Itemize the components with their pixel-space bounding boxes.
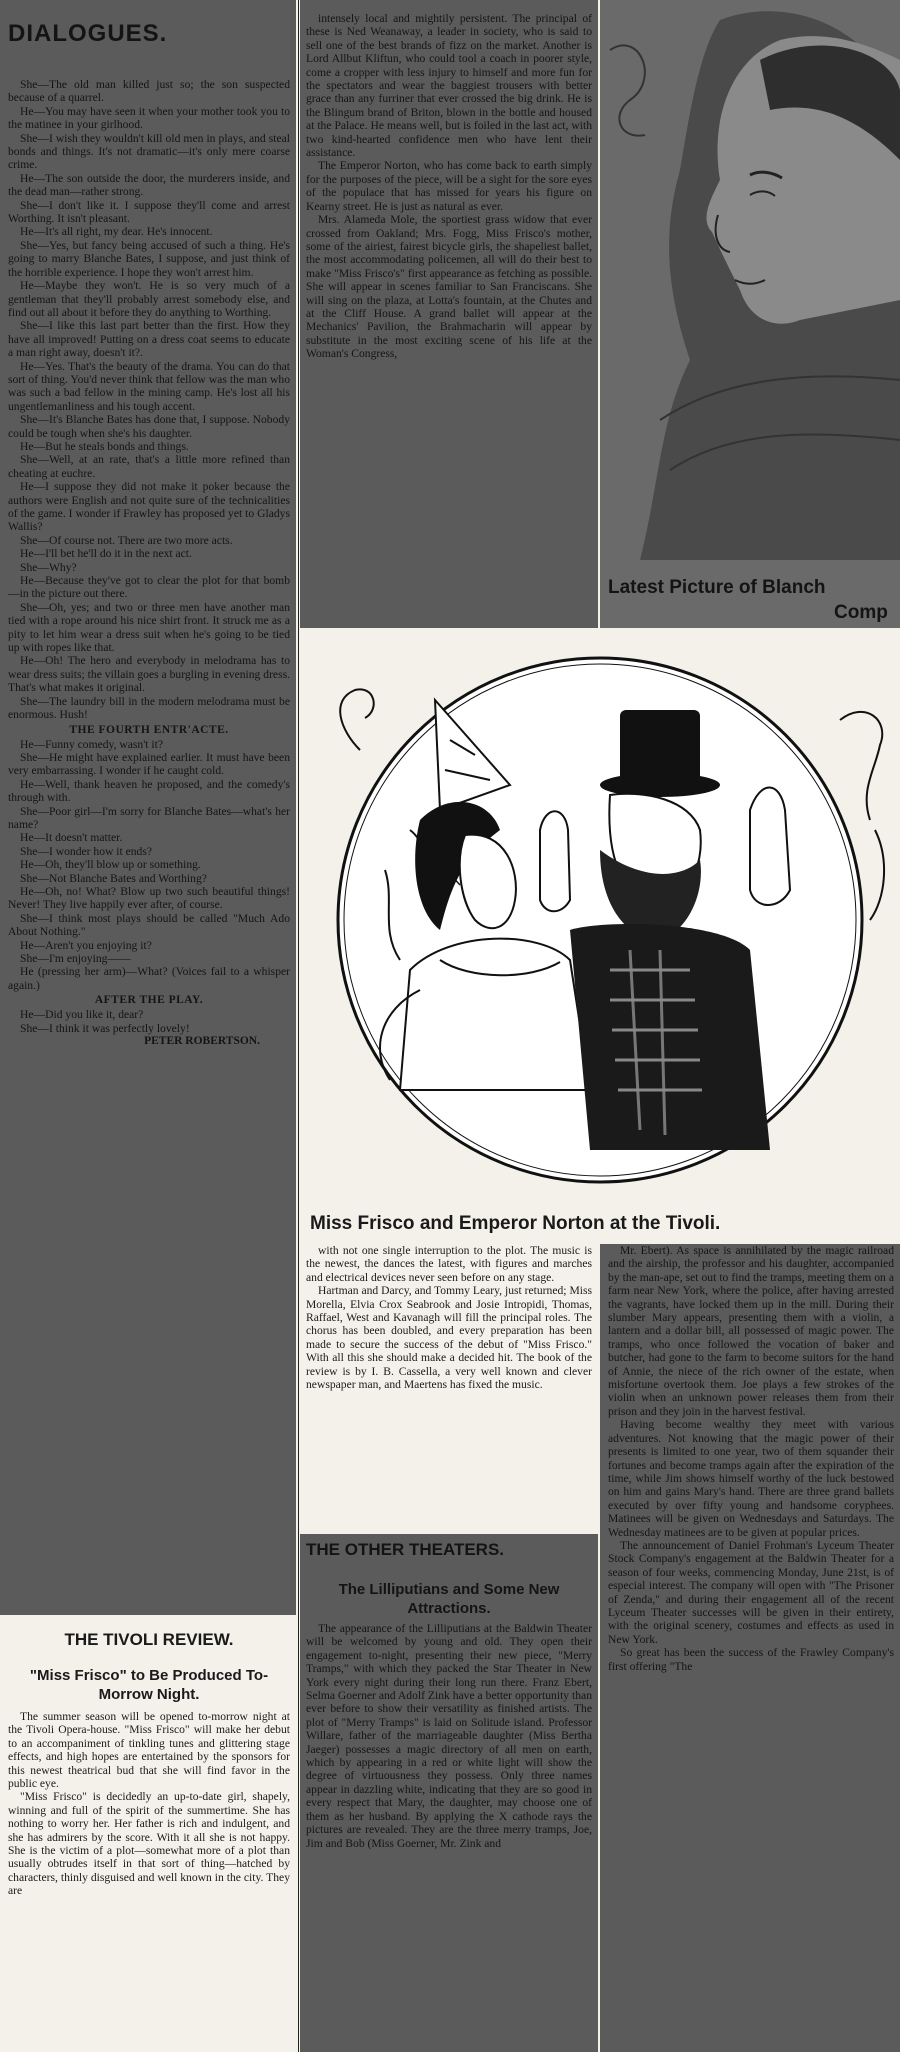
illustration-caption: Miss Frisco and Emperor Norton at the Tivoli. — [310, 1213, 721, 1234]
dialogues-body — [8, 78, 290, 722]
dialogue-line: She—I wish they wouldn't kill old men in plays, and steal bonds and things. It's not dramatic—it's only mere coarse crime. — [8, 131, 290, 172]
dialogue-line: She—Not Blanche Bates and Worthing? — [20, 871, 207, 885]
dialogue-line: She—Poor girl—I'm sorry for Blanche Bates—what's her name? — [8, 804, 290, 831]
middle-bottom-body — [306, 1244, 592, 1391]
other-theaters-body — [306, 1622, 592, 1850]
dialogues-body-2 — [8, 738, 290, 993]
tivoli-review-column — [0, 1618, 296, 2052]
dialogue-line: She—I think it was perfectly lovely! — [20, 1021, 190, 1035]
dialogue-line: He—I'll bet he'll do it in the next act. — [20, 547, 192, 561]
dialogue-line: She—I'm enjoying—— — [20, 952, 131, 965]
dialogue-line: She—Well, at an rate, that's a little more refined than cheating at euchre. — [8, 453, 290, 480]
dialogue-line: She—He might have explained earlier. It must have been very embarrassing. I wonder if he caught cold. — [8, 750, 290, 778]
dialogue-line: She—I like this last part better than the first. How they have all improved! Putting on a dress coat seems to educate a man right away, doesn't it?. — [8, 319, 290, 360]
dialogues-subhead-after: AFTER THE PLAY. — [94, 994, 204, 1007]
article-paragraph: So great has been the success of the Frawley Company's first offering "The — [608, 1646, 894, 1673]
middle-bottom-column — [300, 1244, 598, 1532]
dialogue-line: He—You may have seen it when your mother took you to the matinee in your girlhood. — [8, 104, 290, 132]
dialogue-line: He—Maybe they won't. He is so very much of a gentleman that they'll probably arrest somebody else, and find out all about it before they do anything to Worthing. — [8, 279, 290, 319]
tivoli-body — [8, 1710, 290, 1898]
portrait-illustration — [600, 0, 900, 560]
other-theaters-column — [300, 1534, 598, 2052]
miss-frisco-emperor-norton-illustration — [300, 630, 900, 1200]
portrait-caption-line1: Latest Picture of Blanch — [608, 577, 826, 598]
dialogue-line: He—Oh, they'll blow up or something. — [20, 858, 201, 872]
dialogue-line: He—Funny comedy, wasn't it? — [20, 737, 164, 751]
dialogue-line: He—I suppose they did not make it poker because the authors were English and not quite sure of the technicalities of the game. I wonder if Frawley has proposed yet to Gladys Wallis? — [8, 480, 290, 534]
article-paragraph: The Emperor Norton, who has come back to earth simply for the purposes of the piece, will be a sight for the sore eyes of the populace that has missed for years his figure on Kearny street. He is just as natural as ever. — [306, 159, 592, 213]
dialogue-line: He—Oh! The hero and everybody in melodrama has to wear dress suits; the villain goes a burgling in evening dress. That's what makes it original. — [8, 654, 290, 695]
dialogue-line: She—It's Blanche Bates has done that, I suppose. Nobody could be tough when she's his daughter. — [8, 413, 290, 440]
right-bottom-column — [600, 1244, 900, 2052]
dialogue-line: She—Oh, yes; and two or three men have another man tied with a rope around his nice shirt front. It struck me as a pity to let him wear a dress suit when he's going to be tied up with ropes like that. — [8, 600, 290, 655]
dialogues-subhead-entracte: THE FOURTH ENTR'ACTE. — [69, 723, 229, 736]
article-paragraph: The announcement of Daniel Frohman's Lyceum Theater Stock Company's engagement at the Baldwin Theater for a season of four weeks, commencing Monday, June 21st, is of especial interest. The company will open with "The Prisoner of Zenda," and during their engagement all of the recent Lyceum Theater successes will be given in their entirety, with the original scenery, costumes and effects as used in New York. — [608, 1538, 894, 1646]
tivoli-subtitle: "Miss Frisco" to Be Produced To-Morrow Night. — [29, 1667, 269, 1703]
dialogue-line: He—But he steals bonds and things. — [20, 439, 189, 453]
dialogues-column — [0, 0, 296, 1615]
column-rule-left — [298, 0, 299, 2052]
dialogue-line: He (pressing her arm)—What? (Voices fail to a whisper again.) — [8, 965, 290, 992]
other-theaters-subtitle: The Lilliputians and Some New Attractions. — [338, 1581, 560, 1617]
dialogue-line: He—The son outside the door, the murderers inside, and the dead man—rather strong. — [8, 171, 290, 199]
dialogue-line: She—I think most plays should be called "Much Ado About Nothing." — [8, 911, 290, 939]
dialogue-line: He—Aren't you enjoying it? — [20, 938, 152, 952]
article-paragraph: with not one single interruption to the plot. The music is the newest, the dances the latest, with figures and marches and electrical devices never seen before on any stage. — [306, 1244, 592, 1284]
dialogues-signature: PETER ROBERTSON. — [144, 1035, 260, 1048]
dialogue-line: He—Did you like it, dear? — [20, 1008, 144, 1022]
illustration-panel — [300, 630, 900, 1242]
portrait-panel — [600, 0, 900, 628]
article-paragraph: Mr. Ebert). As space is annihilated by the magic railroad and the airship, the professor and his daughter, accompanied by the man-ape, set out to find the tramps, meeting them on a farm near New York, where the police, after having arrested the vagrants, have locked them up in the mill. During their slumber Mary appears, presenting them with a violin, a lantern and a dollar bill, all possessed of magic power. The tramps, who once followed the vocation of baker and butcher, had gone to the farm to become suitors for the hand of Annie, the niece of the rich owner of the estate, when misfortune overtook them. Joe plays a few strokes of the violin when an unknown power releases them from their prison and they join in the harvest festival. — [608, 1244, 894, 1418]
right-bottom-body — [608, 1244, 894, 1673]
dialogue-line: She—I don't like it. I suppose they'll come and arrest Worthing. It isn't pleasant. — [8, 198, 290, 226]
middle-top-body — [306, 12, 592, 361]
dialogue-line: He—Because they've got to clear the plot for that bomb—in the picture out there. — [8, 574, 290, 601]
dialogues-body-3 — [8, 1008, 290, 1035]
article-paragraph: Having become wealthy they meet with various adventures. Not knowing that the magic power of their presents is limited to one year, two of them squander their fortunes and become tramps again after the expiration of the time, while Jim shows himself worthy of the luck bestowed on him and gains Mary's hand. There are three grand ballets executed by over fifty young and handsome coryphees. Matinees will be given on Wednesdays and Saturdays. The Wednesday matinees are to be given at popular prices. — [608, 1418, 894, 1539]
dialogue-line: She—I wonder how it ends? — [20, 844, 153, 858]
dialogue-line: He—It's all right, my dear. He's innocent. — [20, 225, 213, 239]
dialogue-line: She—The old man killed just so; the son suspected because of a quarrel. — [8, 78, 290, 105]
dialogue-line: She—Why? — [20, 560, 77, 574]
dialogue-line: He—It doesn't matter. — [20, 831, 123, 845]
dialogues-title: DIALOGUES. — [8, 20, 168, 47]
dialogue-line: She—The laundry bill in the modern melodrama must be enormous. Hush! — [8, 694, 290, 722]
tivoli-title: THE TIVOLI REVIEW. — [64, 1630, 234, 1649]
dialogue-line: He—Well, thank heaven he proposed, and the comedy's through with. — [8, 777, 290, 805]
dialogue-line: He—Oh, no! What? Blow up two such beautiful things! Never! They live happily ever after, of course. — [8, 884, 290, 912]
article-paragraph: The appearance of the Lilliputians at the Baldwin Theater will be welcomed by young and old. They open their engagement to-night, presenting their new piece, "Merry Tramps," with which they packed the Star Theater in New York every night during their long run there. Franz Ebert, Selma Goerner and Adolf Zink have a better opportunity than ever before to show their versatility as finished artists. The plot of "Merry Tramps" is laid on Solitude island. Professor Willare, father of the marriageable daughter (Miss Bertha Jaeger) possesses a magic directory of all men on earth, which by appearing in a red or white light will show the degree of virtuousness they possess. Only three names appear in dazzling white, indicating that they are so good in every respect that Mary, the daughter, may choose one of them as her husband. By applying the X cathode rays the pictures are revealed. They are the three merry tramps, Joe, Jim and Bob (Miss Goerner, Mr. Zink and — [306, 1622, 592, 1850]
article-paragraph: Mrs. Alameda Mole, the sportiest grass widow that ever crossed from Oakland; Mrs. Fogg, Miss Frisco's mother, some of the airiest, fairest bicycle girls, the shapeliest ballet, the most accommodating policemen, all will do their best to make "Miss Frisco's" first appearance as fetching as possible. She will appear in scenes familiar to San Franciscans. She will sing on the plaza, at Lotta's fountain, at the Chutes and at the Cliff House. A grand ballet will appear at the Mechanics' Pavilion, the Brahmacharin will appear by substitute in the most exciting scene of his life at the Woman's Congress, — [306, 213, 592, 361]
middle-top-column — [300, 0, 598, 628]
article-paragraph: "Miss Frisco" is decidedly an up-to-date girl, shapely, winning and full of the spirit of the summertime. She has nothing to worry her. Her father is rich and indulgent, and she has admirers by the score. With it all she is not happy. She is the victim of a plot—somewhat more of a plot than usually obtrudes itself in that sort of thing—hatched by characters, thinly disguised and well known in the city. They are — [8, 1790, 290, 1898]
portrait-caption-line2: Comp — [834, 602, 888, 623]
dialogue-line: She—Of course not. There are two more acts. — [20, 533, 233, 547]
article-paragraph: intensely local and mightily persistent. The principal of these is Ned Weanaway, a leader in society, who is said to sell one of the best brands of fizz on the market. Another is Lord Allbut Kliftun, who could tool a coach in poorer style, come a cropper with less injury to himself and more fun for the spectators and wear the baggiest trousers with better grace than any furriner that ever crossed the big drink. He is the Blingum brand of Briton, blown in the bottle and housed at the Palace. He means well, but is foiled in the last act, with two kind-hearted confidence men who have lent their assistance. — [306, 12, 592, 160]
article-paragraph: Hartman and Darcy, and Tommy Leary, just returned; Miss Morella, Elvia Crox Seabrook and Josie Intropidi, Thomas, Raffael, West and Kavanagh will fill the principal roles. The chorus has been doubled, and every preparation has been made to secure the success of the debut of "Miss Frisco." With all this she should make a decided hit. The book of the review is by I. B. Cassella, a very well known and clever newspaper man, and Maertens has fixed the music. — [306, 1284, 592, 1392]
dialogue-line: He—Yes. That's the beauty of the drama. You can do that sort of thing. You'd never think that fellow was the man who was such a bad fellow in the mining camp. He's lost all his ungentlemanliness and his tough accent. — [8, 359, 290, 413]
other-theaters-title: THE OTHER THEATERS. — [306, 1540, 505, 1559]
dialogue-line: She—Yes, but fancy being accused of such a thing. He's going to marry Blanche Bates, I suppose, and just think of the horrible experience. I hope they won't arrest him. — [8, 238, 290, 279]
article-paragraph: The summer season will be opened to-morrow night at the Tivoli Opera-house. "Miss Frisco" will make her debut to an accompaniment of tinkling tunes and glittering stage effects, and high hopes are entertained by the sponsors for this newest theatrical bud that she will find favor in the public eye. — [8, 1710, 290, 1791]
